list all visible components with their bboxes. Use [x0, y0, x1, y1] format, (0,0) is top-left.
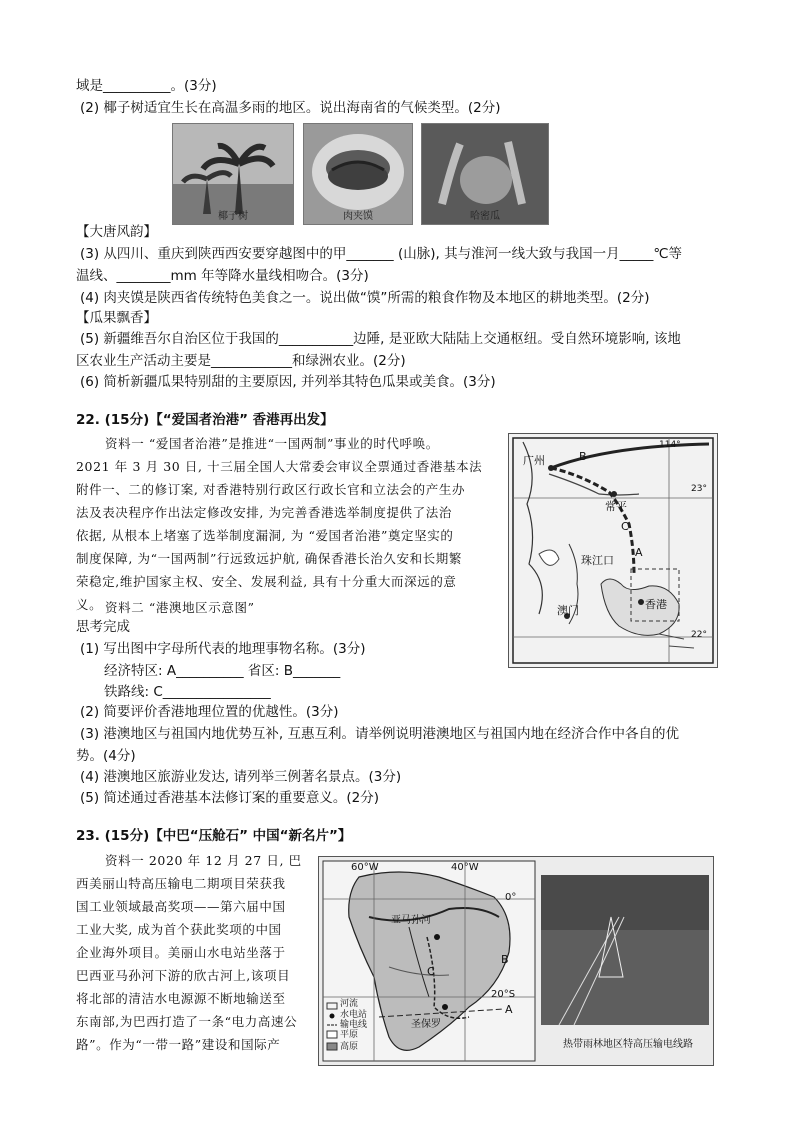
q23-title: 23. (15分)【中巴“压舱石” 中国“新名片”】 [76, 828, 352, 844]
q22-title: 22. (15分)【“爱国者治港” 香港再出发】 [76, 412, 334, 428]
photo-caption-roujiamo: 肉夹馍 [343, 211, 373, 222]
q22-material1-line: 法及表决程序作出法定修改安排, 为完善香港选举制度提供了法治 [76, 505, 452, 520]
q22-material2: 资料二 “港澳地区示意图” [105, 600, 255, 615]
map-label-changping: 常平 [605, 500, 627, 513]
map-label-60w: 60°W [351, 862, 379, 873]
map-label-20s: 20°S [491, 989, 516, 1000]
question-4: (4) 肉夹馍是陕西省传统特色美食之一。说出做“馍”所需的粮食作物及本地区的耕地类型。(2分) [80, 290, 650, 306]
q23-material1-line: 将北部的清洁水电源源不断地输送至 [76, 991, 286, 1006]
q22-material1-line: 依据, 从根本上堵塞了选举制度漏洞, 为 “爱国者治港”奠定坚实的 [76, 528, 454, 543]
map-label-c: C [427, 965, 435, 978]
map-label-23: 23° [691, 484, 707, 494]
q23-material1-line: 国工业领域最高奖项——第六届中国 [76, 899, 286, 914]
question-5-line2: 区农业生产活动主要是____________和绿洲农业。(2分) [76, 353, 406, 369]
q22-question-3-line1: (3) 港澳地区与祖国内地优势互补, 互惠互利。请举例说明港澳地区与祖国内地在经济合作中各自的优 [80, 726, 679, 742]
section-header-tang: 【大唐风韵】 [76, 224, 157, 240]
q22-material1-line: 制度保障, 为“一国两制”行远致远护航, 确保香港长治久安和长期繁 [76, 551, 462, 566]
question-5-line1: (5) 新疆维吾尔自治区位于我国的___________边陲, 是亚欧大陆陆上交通枢纽。受自然环境影响, 该地 [80, 331, 681, 347]
hk-macao-map [508, 433, 718, 668]
question-3-line2: 温线、________mm 年等降水量线相吻合。(3分) [76, 268, 369, 284]
q22-material1-line: 资料一 “爱国者治港”是推进“一国两制”事业的时代呼唤。 [105, 436, 439, 451]
q22-question-1: (1) 写出图中字母所代表的地理事物名称。(3分) [80, 641, 366, 657]
roujiamo-photo [303, 123, 413, 225]
question-2-coconut: (2) 椰子树适宜生长在高温多雨的地区。说出海南省的气候类型。(2分) [80, 100, 501, 116]
q23-material1-line: 西美丽山特高压输电二期项目荣获我 [76, 876, 286, 891]
map-label-40w: 40°W [451, 862, 479, 873]
brazil-figure [318, 856, 714, 1066]
map-label-114: 114° [659, 440, 681, 450]
photo-caption-hamigua: 哈密瓜 [470, 211, 500, 222]
map-label-guangzhou: 广州 [523, 454, 545, 467]
map-label-a: A [505, 1003, 513, 1016]
q23-material1-line: 东南部,为巴西打造了一条“电力高速公 [76, 1014, 298, 1029]
section-header-melon: 【瓜果飘香】 [76, 310, 157, 326]
q22-material1-line: 2021 年 3 月 30 日, 十三届全国人大常委会审议全票通过香港基本法 [76, 459, 483, 474]
map-label-a: A [635, 546, 643, 559]
q23-material1-line: 工业大奖, 成为首个获此奖项的中国 [76, 922, 282, 937]
q22-material1-line: 义。 [76, 597, 103, 612]
q23-material1-line: 路”。作为“一带一路”建设和国际产 [76, 1037, 281, 1052]
question-3-line1: (3) 从四川、重庆到陕西西安要穿越图中的甲_______ (山脉), 其与淮河一线大致与我国一月_____℃等 [80, 246, 682, 262]
legend-plain: 平原 [340, 1030, 359, 1040]
map-label-amazon: 亚马孙河 [391, 915, 431, 926]
legend-hydropower: 水电站 [340, 1010, 368, 1020]
q22-question-1-blanks-ab: 经济特区: A__________ 省区: B_______ [104, 663, 341, 679]
q23-material1-line: 企业海外项目。美丽山水电站坐落于 [76, 945, 286, 960]
map-label-b: B [579, 450, 587, 463]
answer-line-region: 域是__________。(3分) [76, 78, 217, 94]
hamigua-photo [421, 123, 549, 225]
map-label-saopaulo: 圣保罗 [411, 1019, 441, 1030]
map-label-aomen: 澳门 [557, 604, 579, 617]
question-6: (6) 简析新疆瓜果特别甜的主要原因, 并列举其特色瓜果或美食。(3分) [80, 374, 496, 390]
q22-question-4: (4) 港澳地区旅游业发达, 请列举三例著名景点。(3分) [80, 769, 402, 785]
think-heading: 思考完成 [76, 619, 130, 635]
legend-river: 河流 [340, 999, 359, 1009]
photo-caption-powerline: 热带雨林地区特高压输电线路 [563, 1039, 693, 1050]
map-label-c: C [621, 520, 629, 533]
coconut-photo [172, 123, 294, 225]
map-label-b: B [501, 953, 509, 966]
q22-question-2: (2) 简要评价香港地理位置的优越性。(3分) [80, 704, 339, 720]
hk-map-drawing [509, 434, 717, 667]
q22-question-3-line2: 势。(4分) [76, 748, 136, 764]
map-label-xianggang: 香港 [645, 598, 667, 611]
brazil-map-drawing [319, 857, 713, 1065]
q23-material1-line: 巴西亚马孙河下游的欣古河上,该项目 [76, 968, 291, 983]
photo-caption-coconut: 椰子树 [218, 211, 248, 222]
legend-plateau: 高原 [340, 1042, 359, 1052]
map-label-22: 22° [691, 630, 707, 640]
q22-question-5: (5) 简述通过香港基本法修订案的重要意义。(2分) [80, 790, 380, 806]
q22-question-1-blank-c: 铁路线: C________________ [104, 684, 271, 700]
legend-powerline: 输电线 [340, 1020, 368, 1030]
q23-material1-line: 资料一 2020 年 12 月 27 日, 巴 [105, 853, 302, 868]
q22-material1-line: 荣稳定,维护国家主权、安全、发展利益, 具有十分重大而深远的意 [76, 574, 457, 589]
map-label-equator: 0° [505, 892, 517, 903]
q22-material1-line: 附件一、二的修订案, 对香港特别行政区行政长官和立法会的产生办 [76, 482, 466, 497]
map-label-zhujiangkou: 珠江口 [581, 554, 614, 567]
